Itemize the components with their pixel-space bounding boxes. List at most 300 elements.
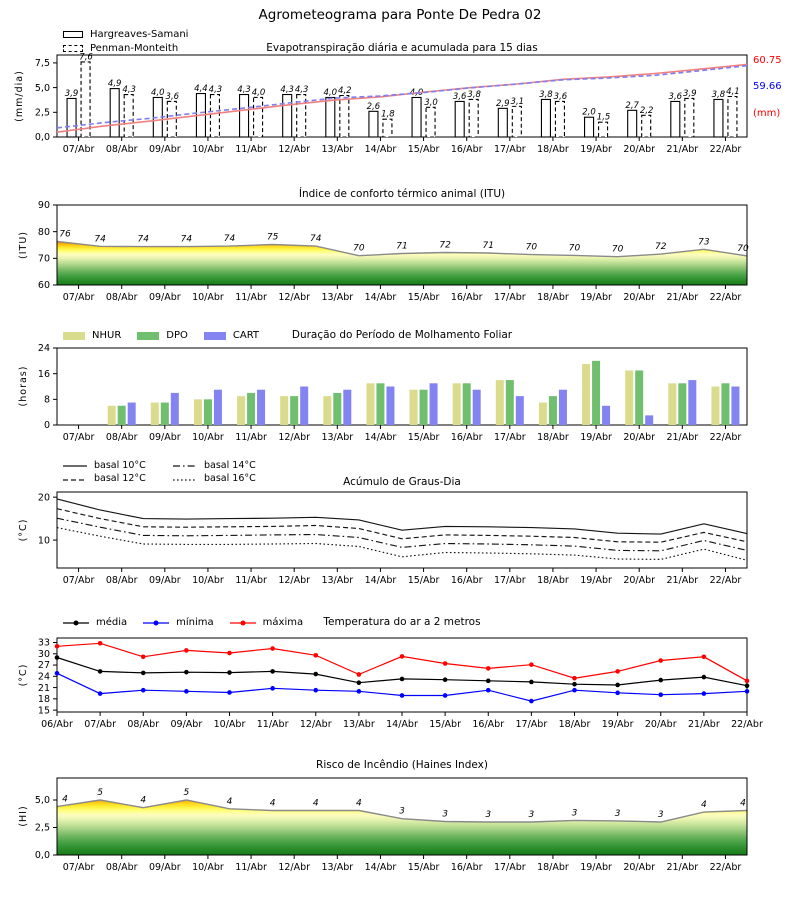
x-tick-label: 14/Abr	[364, 292, 397, 303]
dpo-bar	[721, 383, 729, 425]
y-tick-label: 5,0	[34, 795, 50, 807]
x-tick-label: 08/Abr	[105, 144, 138, 155]
média-marker	[572, 682, 577, 687]
x-tick-label: 15/Abr	[407, 144, 440, 155]
penman-bar	[426, 107, 435, 137]
x-tick-label: 18/Abr	[537, 432, 569, 443]
x-tick-label: 13/Abr	[321, 432, 354, 443]
y-tick-label: 5,0	[34, 82, 50, 94]
hargreaves-bar	[585, 117, 594, 137]
mínima-marker	[313, 688, 318, 693]
x-tick-label: 09/Abr	[148, 292, 181, 303]
mínima-marker	[443, 693, 448, 698]
penman-bar	[469, 99, 478, 137]
x-tick-label: 17/Abr	[515, 719, 548, 730]
hargreaves-bar	[412, 97, 421, 137]
média-marker	[400, 677, 405, 682]
x-tick-label: 17/Abr	[493, 292, 526, 303]
x-tick-label: 07/Abr	[62, 292, 95, 303]
x-tick-label: 19/Abr	[580, 432, 612, 443]
cart-bar	[688, 380, 696, 425]
y-tick-label: 0,0	[34, 850, 50, 862]
x-tick-label: 20/Abr	[623, 144, 656, 155]
hargreaves-bar	[455, 101, 464, 137]
penman-bar	[642, 115, 651, 137]
penman-bar	[383, 119, 392, 137]
média-marker	[184, 670, 189, 675]
x-tick-label: 16/Abr	[450, 432, 483, 443]
média-marker	[529, 680, 534, 685]
bar-value-label: 4,3	[294, 85, 309, 96]
x-tick-label: 12/Abr	[299, 719, 332, 730]
nhur-bar	[194, 399, 202, 425]
legend-label: máxima	[262, 617, 304, 628]
bar-value-label: 2,6	[366, 101, 381, 112]
bar-value-label: 4,4	[194, 84, 208, 95]
y-tick-label: 18	[37, 694, 50, 706]
nhur-bar	[582, 364, 590, 425]
legend-label: NHUR	[92, 330, 122, 341]
x-tick-label: 12/Abr	[278, 575, 311, 586]
dpo-bar	[506, 380, 514, 425]
legend-label: Hargreaves-Samani	[90, 29, 189, 40]
y-tick-label: 70	[37, 253, 50, 265]
x-tick-label: 10/Abr	[192, 862, 224, 873]
x-tick-label: 11/Abr	[235, 292, 267, 303]
hargreaves-bar	[671, 101, 680, 137]
média-line	[57, 658, 747, 686]
x-tick-label: 11/Abr	[235, 432, 267, 443]
bar-value-label: 4,0	[323, 87, 338, 98]
legend-label: basal 16°C	[204, 473, 256, 485]
penman-bar	[555, 101, 564, 137]
point-value-label: 72	[655, 242, 667, 253]
point-value-label: 3	[528, 810, 535, 820]
bar-value-label: 2,7	[625, 100, 639, 111]
dpo-bar	[635, 370, 643, 425]
x-tick-label: 16/Abr	[450, 575, 483, 586]
legend-item-basal14	[173, 461, 293, 471]
mínima-marker	[702, 691, 707, 696]
x-tick-label: 13/Abr	[321, 144, 354, 155]
y-tick-label: 80	[37, 226, 50, 238]
x-tick-label: 22/Abr	[709, 144, 742, 155]
x-tick-label: 17/Abr	[493, 144, 526, 155]
chart-title-molhamento: Duração do Período de Molhamento Foliar	[291, 329, 513, 341]
x-tick-label: 13/Abr	[321, 575, 354, 586]
média-marker	[227, 670, 232, 675]
média-marker	[98, 669, 103, 674]
bar-value-label: 1,8	[381, 109, 395, 120]
máxima-line	[57, 643, 747, 681]
bar-value-label: 4,3	[208, 85, 223, 96]
x-tick-label: 20/Abr	[623, 575, 656, 586]
dpo-bar	[420, 390, 428, 425]
point-value-label: 3	[614, 808, 621, 819]
máxima-marker	[55, 644, 60, 649]
x-tick-label: 08/Abr	[105, 862, 138, 873]
mínima-marker	[55, 671, 60, 676]
point-value-label: 4	[140, 795, 147, 806]
x-tick-label: 21/Abr	[666, 575, 699, 586]
x-tick-label: 07/Abr	[62, 575, 95, 586]
cart-bar	[257, 390, 265, 425]
point-value-label: 5	[97, 788, 103, 798]
cart-bar	[516, 396, 524, 425]
y-axis-label-itu: (ITU)	[17, 231, 29, 259]
y-tick-label: 60	[37, 280, 50, 292]
x-tick-label: 20/Abr	[623, 432, 656, 443]
x-tick-label: 18/Abr	[537, 575, 569, 586]
x-tick-label: 18/Abr	[537, 862, 569, 873]
x-tick-label: 14/Abr	[364, 575, 397, 586]
x-tick-label: 09/Abr	[170, 719, 203, 730]
legend-item-basal10	[63, 461, 173, 471]
x-tick-label: 12/Abr	[278, 862, 311, 873]
cart-bar	[473, 390, 481, 425]
legend-label: CART	[232, 330, 260, 341]
x-tick-label: 18/Abr	[537, 292, 569, 303]
legend-label: média	[96, 617, 128, 628]
point-value-label: 71	[482, 241, 494, 251]
basal-line	[57, 509, 747, 543]
x-tick-label: 11/Abr	[235, 575, 267, 586]
legend-label: DPO	[166, 330, 188, 341]
point-value-label: 4	[312, 798, 319, 809]
chart-title-temperatura: Temperatura do ar a 2 metros	[323, 616, 481, 628]
x-tick-label: 19/Abr	[580, 292, 612, 303]
x-tick-label: 19/Abr	[580, 144, 612, 155]
temperatura-plot	[38, 638, 763, 730]
x-tick-label: 16/Abr	[450, 292, 483, 303]
x-tick-label: 08/Abr	[127, 719, 160, 730]
x-tick-label: 21/Abr	[666, 432, 699, 443]
bar-value-label: 3,0	[424, 97, 438, 108]
x-tick-label: 18/Abr	[537, 144, 569, 155]
nhur-bar	[237, 396, 245, 425]
point-value-label: 3	[399, 806, 405, 817]
y-tick-label: 8	[43, 394, 50, 406]
dashdot-line-swatch-icon	[173, 463, 197, 469]
y-axis-label-haines: (HI)	[17, 805, 29, 827]
y-axis-label-molhamento: (horas)	[17, 365, 29, 407]
x-tick-label: 22/Abr	[709, 432, 742, 443]
média-marker	[55, 655, 60, 660]
x-tick-label: 20/Abr	[623, 292, 656, 303]
x-tick-label: 08/Abr	[105, 292, 138, 303]
hargreaves-bar	[541, 99, 550, 137]
penman-bar	[728, 96, 737, 137]
cart-bar	[731, 387, 739, 426]
mínima-marker	[400, 693, 405, 698]
penman-bar	[340, 96, 349, 137]
x-tick-label: 08/Abr	[105, 432, 138, 443]
x-tick-label: 21/Abr	[666, 292, 699, 303]
y-tick-label: 24	[37, 343, 50, 355]
dpo-bar	[376, 383, 384, 425]
bar-value-label: 3,8	[539, 89, 553, 100]
point-value-label: 4	[356, 798, 362, 809]
legend-label: basal 12°C	[94, 473, 146, 485]
y-tick-label: 27	[37, 660, 50, 672]
nhur-bar	[668, 383, 676, 425]
x-tick-label: 14/Abr	[364, 862, 397, 873]
máxima-marker	[529, 662, 534, 667]
mínima-marker	[184, 689, 189, 694]
mínima-marker	[658, 692, 663, 697]
x-tick-label: 19/Abr	[601, 719, 634, 730]
haines-plot	[35, 778, 747, 873]
dpo-bar	[333, 393, 341, 425]
point-value-label: 75	[266, 232, 279, 243]
bar-value-label: 4,0	[251, 87, 266, 98]
bar-value-label: 1,5	[596, 112, 611, 123]
máxima-marker	[702, 654, 707, 659]
point-value-label: 74	[310, 234, 322, 245]
máxima-marker	[98, 641, 103, 646]
legend-label: mínima	[176, 617, 214, 628]
point-value-label: 73	[698, 237, 710, 248]
y-tick-label: 10	[37, 535, 50, 547]
hargreaves-bar	[628, 110, 637, 137]
nhur-bar	[323, 396, 331, 425]
point-value-label: 74	[180, 234, 193, 245]
graus-dia-plot	[38, 492, 747, 586]
x-tick-label: 10/Abr	[192, 144, 224, 155]
bar-value-label: 3,6	[165, 91, 180, 102]
point-value-label: 3	[442, 809, 448, 820]
x-tick-label: 07/Abr	[62, 144, 95, 155]
x-tick-label: 15/Abr	[407, 575, 440, 586]
x-tick-label: 20/Abr	[644, 719, 677, 730]
y-tick-label: 90	[37, 200, 50, 212]
média-marker	[443, 677, 448, 682]
x-tick-label: 21/Abr	[688, 719, 720, 730]
point-value-label: 70	[611, 244, 624, 255]
accumulated-unit-label: (mm)	[753, 108, 781, 119]
accumulated-total-penman: 59.66	[753, 81, 782, 92]
x-tick-label: 12/Abr	[278, 432, 311, 443]
y-tick-label: 33	[37, 637, 50, 649]
média-marker	[486, 679, 491, 684]
dpo-bar	[549, 396, 557, 425]
itu-plot	[38, 200, 749, 303]
bar-value-label: 4,2	[338, 86, 352, 97]
máxima-marker	[443, 661, 448, 666]
basal-line	[57, 518, 747, 551]
média-marker	[141, 671, 146, 676]
mínima-marker	[529, 699, 534, 704]
cart-bar	[171, 393, 179, 425]
bar-value-label: 3,6	[452, 91, 467, 102]
point-value-label: 70	[737, 243, 749, 254]
y-tick-label: 2,5	[34, 107, 50, 119]
x-tick-label: 10/Abr	[192, 432, 224, 443]
point-value-label: 3	[485, 810, 492, 820]
penman-bar	[254, 97, 263, 137]
x-tick-label: 19/Abr	[580, 862, 612, 873]
point-value-label: 4	[226, 796, 233, 807]
x-tick-label: 09/Abr	[148, 144, 181, 155]
nhur-bar	[453, 383, 461, 425]
dpo-bar	[290, 396, 298, 425]
x-tick-label: 14/Abr	[364, 432, 397, 443]
bar-value-label: 3,6	[553, 91, 568, 102]
point-value-label: 76	[59, 229, 71, 240]
x-tick-label: 19/Abr	[580, 575, 612, 586]
nhur-bar	[625, 370, 633, 425]
x-tick-label: 11/Abr	[235, 144, 267, 155]
y-axis-label-evapotranspiration: (mm/dia)	[13, 70, 25, 122]
point-value-label: 70	[353, 243, 365, 254]
evapotranspiration-plot	[35, 52, 747, 155]
x-tick-label: 15/Abr	[407, 292, 440, 303]
bar-value-label: 4,3	[237, 85, 251, 96]
bar-value-label: 4,0	[151, 87, 165, 98]
penman-bar	[124, 95, 133, 137]
bar-value-label: 4,9	[107, 79, 122, 90]
média-marker	[702, 675, 707, 680]
nhur-bar	[366, 383, 374, 425]
cart-bar	[343, 390, 351, 425]
média-marker	[313, 672, 318, 677]
bar-value-label: 2,9	[496, 98, 510, 109]
bar-value-label: 3,6	[668, 91, 683, 102]
dpo-bar	[678, 383, 686, 425]
x-tick-label: 15/Abr	[429, 719, 461, 730]
page-title: Agrometeograma para Ponte De Pedra 02	[258, 7, 542, 23]
máxima-marker	[615, 669, 620, 674]
point-value-label: 3	[657, 810, 664, 820]
cart-bar	[386, 387, 394, 426]
y-tick-label: 7,5	[34, 58, 50, 70]
hargreaves-bar	[110, 89, 119, 137]
bar-value-label: 4,3	[280, 85, 294, 96]
penman-bar	[685, 98, 694, 137]
y-tick-label: 20	[37, 492, 50, 504]
x-tick-label: 21/Abr	[666, 862, 699, 873]
chart-title-itu: Índice de conforto térmico animal (ITU)	[298, 188, 506, 200]
x-tick-label: 22/Abr	[709, 575, 742, 586]
hargreaves-bar	[369, 111, 378, 137]
dpo-bar	[204, 399, 212, 425]
accumulated-total-hargreaves: 60.75	[753, 55, 782, 66]
x-tick-label: 14/Abr	[364, 144, 397, 155]
penman-bar	[210, 95, 219, 137]
point-value-label: 74	[137, 234, 149, 245]
x-tick-label: 13/Abr	[321, 292, 354, 303]
x-tick-label: 10/Abr	[192, 575, 224, 586]
x-tick-label: 10/Abr	[192, 292, 224, 303]
point-value-label: 70	[568, 243, 581, 254]
hargreaves-bar	[714, 99, 723, 137]
cart-bar	[128, 403, 136, 425]
nhur-bar	[539, 403, 547, 425]
y-tick-label: 2,5	[34, 822, 50, 834]
nhur-bar	[410, 390, 418, 425]
x-tick-label: 22/Abr	[709, 862, 742, 873]
x-tick-label: 15/Abr	[407, 862, 440, 873]
x-tick-label: 11/Abr	[256, 719, 289, 730]
y-axis-label-graus-dia: (°C)	[17, 518, 29, 542]
basal-line	[57, 528, 747, 561]
nhur-bar	[151, 403, 159, 425]
x-tick-label: 13/Abr	[321, 862, 354, 873]
média-marker	[745, 683, 750, 688]
legend-item-hargreaves	[63, 29, 188, 40]
x-tick-label: 13/Abr	[343, 719, 375, 730]
solid-line-swatch-icon	[63, 463, 87, 469]
y-tick-label: 21	[37, 682, 50, 694]
hargreaves-bar	[498, 108, 507, 137]
mínima-marker	[270, 686, 275, 691]
nhur-bar	[711, 387, 719, 426]
x-tick-label: 11/Abr	[235, 862, 267, 873]
penman-bar	[512, 106, 521, 137]
cart-bar	[559, 390, 567, 425]
bar-value-label: 2,2	[639, 105, 654, 116]
x-tick-label: 12/Abr	[278, 292, 311, 303]
point-value-label: 70	[525, 242, 538, 253]
x-tick-label: 17/Abr	[493, 432, 526, 443]
média-marker	[615, 683, 620, 688]
x-tick-label: 10/Abr	[213, 719, 246, 730]
mínima-marker	[615, 691, 620, 696]
y-tick-label: 15	[37, 705, 50, 717]
bar-value-label: 2,0	[582, 107, 596, 118]
dpo-bar	[247, 393, 255, 425]
máxima-marker	[270, 646, 275, 651]
point-value-label: 71	[396, 241, 408, 252]
máxima-marker	[658, 658, 663, 663]
x-tick-label: 12/Abr	[278, 144, 311, 155]
x-tick-label: 06/Abr	[41, 719, 73, 730]
y-tick-label: 30	[37, 648, 50, 660]
hargreaves-bar	[326, 97, 335, 137]
bar-value-label: 3,1	[510, 96, 525, 107]
x-tick-label: 07/Abr	[62, 432, 95, 443]
x-tick-label: 20/Abr	[623, 862, 656, 873]
hargreaves-bar	[240, 95, 249, 137]
y-tick-label: 16	[37, 368, 50, 380]
bar-value-label: 3,8	[467, 89, 481, 100]
bar-value-label: 4,3	[122, 85, 136, 96]
máxima-marker	[357, 672, 362, 677]
nhur-bar	[280, 396, 288, 425]
bar-value-label: 4,1	[726, 86, 740, 97]
x-tick-label: 08/Abr	[105, 575, 138, 586]
máxima-marker	[572, 676, 577, 681]
máxima-marker	[184, 648, 189, 653]
máxima-marker	[141, 654, 146, 659]
dpo-bar	[118, 406, 126, 425]
legend-label: basal 14°C	[204, 460, 256, 471]
x-tick-label: 09/Abr	[148, 432, 181, 443]
máxima-marker	[745, 679, 750, 684]
hargreaves-bar	[283, 95, 292, 137]
mínima-marker	[98, 691, 103, 696]
point-value-label: 3	[571, 808, 578, 819]
máxima-marker	[313, 653, 318, 658]
máxima-marker	[400, 654, 405, 659]
média-marker	[357, 680, 362, 685]
bar-value-label: 3,9	[64, 88, 79, 99]
molhamento-plot	[38, 343, 747, 443]
x-tick-label: 14/Abr	[386, 719, 418, 730]
legend-label: Penman-Monteith	[90, 43, 179, 54]
x-tick-label: 17/Abr	[493, 862, 526, 873]
nhur-bar	[108, 406, 116, 425]
